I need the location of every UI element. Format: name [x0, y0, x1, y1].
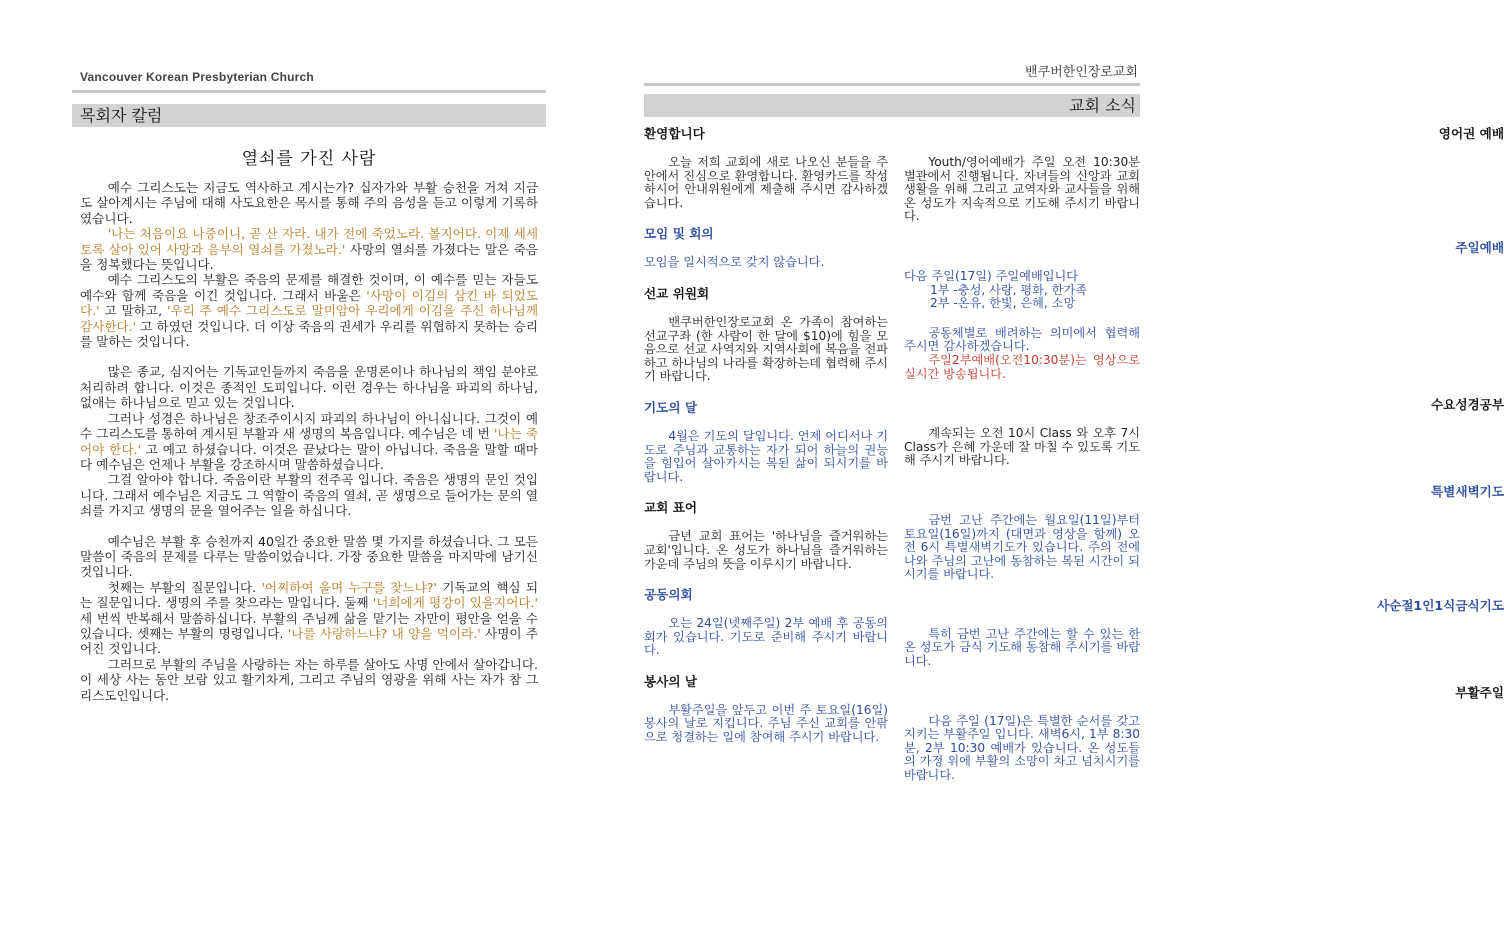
- section-header-pastor-column: 목회자 칼럼: [72, 104, 546, 127]
- scripture-quote: '나를 사랑하느냐? 내 양을 먹이라.': [287, 625, 481, 641]
- news-text-welcome: 오늘 저희 교회에 새로 나오신 분들을 주 안에서 진심으로 환영합니다. 환영카드를 작성하시어 안내위원에게 제출해 주시면 감사하겠습니다.: [644, 155, 888, 210]
- scripture-quote: '나는 처음이요 나중이니, 곧 산 자라. 내가 전에 죽었노라. 볼지어다. 이제 세세토록 살아 있어 사망과 음부의 열쇠를 가졌노라.': [80, 226, 538, 257]
- news-text-council: 오는 24일(넷째주일) 2부 예배 후 공동의회가 있습니다. 기도로 준비해 주시기 바랍니다.: [644, 616, 888, 658]
- news-text-lent-fasting: 특히 금번 고난 주간에는 할 수 있는 한 온 성도가 금식 기도해 동참해 주시기를 바랍니다.: [904, 626, 1140, 669]
- right-page: [600, 0, 1504, 927]
- article-title: 열쇠를 가진 사람: [241, 149, 377, 169]
- paragraph: [80, 364, 538, 410]
- paragraph-text: 그러나 성경은 하나님은 창조주이시지 파괴의 하나님이 아니십니다. 그것이 예수 그리스도를 통하여 계시된 부활과 새 생명의 복음입니다. 예수님은 네 번: [80, 410, 538, 442]
- section-header-church-news: 교회 소식: [644, 94, 1140, 117]
- news-heading-prayer-month: 기도의 달: [644, 399, 698, 415]
- news-text-meeting: 모임을 일시적으로 갖지 않습니다.: [644, 255, 825, 270]
- paragraph-text: 그러므로 부활의 주님을 사랑하는 자는 하루를 살아도 사명 안에서 살아갑니다. 이 세상 사는 동안 보람 있고 활기차게, 그리고 주님의 영광을 위해 사는 자가 참 그리스도인입니다.: [80, 656, 538, 703]
- news-heading-council: 공동의회: [644, 587, 693, 603]
- news-heading-dawn-prayer: 특별새벽기도: [1431, 483, 1504, 499]
- news-text-mission: 밴쿠버한인장로교회 온 가족이 참여하는 선교구좌 (한 사람이 한 달에 $10)에 힘을 모음으로 선교 사역지와 지역사회에 복음을 전파하고 하나님의 나라를 확장하는데 협력해 주시기 바랍니다.: [644, 314, 888, 384]
- news-heading-motto: 교회 표어: [644, 500, 698, 516]
- header-divider: [644, 83, 1140, 86]
- news-heading-service-day: 봉사의 날: [644, 673, 698, 689]
- scripture-quote: '우리 주 예수 그리스도로 말미암아 우리에게 이김을 주신 하나님께 감사한다.': [80, 303, 538, 334]
- sunday-schedule-line: 1부 -충성, 사랑, 평화, 한가족: [930, 282, 1088, 297]
- scripture-quote: '너희에게 평강이 있을지어다.': [372, 595, 539, 611]
- paragraph-text: 고 말하고,: [99, 303, 167, 319]
- news-heading-wednesday-bible: 수요성경공부: [1431, 397, 1504, 413]
- news-heading-mission: 선교 위원회: [644, 285, 710, 301]
- paragraph: [80, 180, 538, 226]
- sunday-schedule-line: 다음 주일(17일) 주일예배입니다: [904, 268, 1079, 283]
- paragraph-text: 기독교의 핵심 되는 질문입니다. 생명의 주를 찾으라는 말입니다. 둘째: [80, 579, 539, 611]
- paragraph: [80, 534, 538, 580]
- paragraph-text: 사망의 열쇠를 가졌다는 말은 죽음을 정복했다는 뜻입니다.: [80, 241, 538, 273]
- news-heading-meeting: 모임 및 회의: [644, 226, 714, 242]
- paragraph: [80, 472, 538, 518]
- scripture-quote: '어찌하여 울며 누구를 찾느냐?': [261, 579, 437, 595]
- article-body: [80, 180, 538, 703]
- church-name-english: Vancouver Korean Presbyterian Church: [80, 70, 314, 84]
- news-text-dawn-prayer: 금번 고난 주간에는 월요일(11일)부터 토요일(16일)까지 (대면과 영상을 함께) 오전 6시 특별새벽기도가 있습니다. 주의 전에 나와 주님의 고난에 동참하는 복된 시간이 되시기를 바랍니다.: [904, 512, 1140, 582]
- news-text-prayer-month: 4월은 기도의 달입니다. 언제 어디서나 기도로 주님과 교통하는 자가 되어 하늘의 권능을 힘입어 살아가시는 복된 삶이 되시기를 바랍니다.: [644, 428, 888, 484]
- left-page: [0, 0, 600, 927]
- news-heading-sunday-service: 주일예배: [1455, 239, 1504, 255]
- church-name-korean: 밴쿠버한인장로교회: [1024, 65, 1138, 80]
- paragraph: [80, 657, 538, 703]
- header-divider: [72, 90, 546, 93]
- paragraph: [80, 272, 538, 349]
- paragraph-text: 세 번씩 반복해서 말씀하십니다. 부활의 주님께 삶을 맡기는 자만이 평안을 얻을 수 있습니다. 셋째는 부활의 명령입니다.: [80, 610, 538, 641]
- news-text-easter-sunday: 다음 주일 (17일)은 특별한 순서를 갖고 지키는 부활주일 입니다. 새벽6시, 1부 8:30분, 2부 10:30 예배가 있습니다. 온 성도들의 가정 위에 부활의 소망이 차고 넘치시기를 바랍니다.: [904, 713, 1140, 783]
- news-text-wednesday-bible: 계속되는 오전 10시 Class 와 오후 7시 Class가 은혜 가운데 잘 마칠 수 있도록 기도해 주시기 바랍니다.: [904, 426, 1140, 468]
- news-heading-easter-sunday: 부활주일: [1455, 684, 1504, 700]
- news-column-left: [644, 126, 888, 761]
- paragraph: [80, 226, 538, 272]
- paragraph-text: 예수님은 부활 후 승천까지 40일간 중요한 말씀 몇 가지를 하셨습니다. 그 모든 말씀이 죽음의 문제를 다루는 말씀이었습니다. 가장 중요한 말씀을 마지막에 남기신 것입니다.: [80, 533, 538, 580]
- news-sunday-schedule: [904, 270, 1140, 311]
- paragraph: [80, 580, 538, 657]
- paragraph-text: 첫째는 부활의 질문입니다.: [107, 579, 262, 595]
- paragraph-text: 고 예고 하셨습니다. 이것은 끝났다는 말이 아닙니다. 죽음을 말할 때마다 예수님은 언제나 부활을 강조하시며 말씀하셨습니다.: [80, 441, 538, 472]
- paragraph-text: 그걸 알아야 합니다. 죽음이란 부활의 전주곡 입니다. 죽음은 생명의 문인 것입니다. 그래서 예수님은 지금도 그 역할이 죽음의 열쇠, 곧 생명으로 들어가는 문의 열쇠를 가지고 생명의 문을 열어주는 일을 하십니다.: [80, 472, 538, 519]
- paragraph-text: 많은 종교, 심지어는 기독교인들까지 죽음을 운명론이나 하나님의 책임 분야로 처리하려 합니다. 이것은 종적인 도피입니다. 이런 경우는 하나님을 파괴의 하나님, 없애는 하나님으로 믿고 있는 것입니다.: [80, 364, 538, 411]
- news-text-motto: 금년 교회 표어는 '하나님을 즐거워하는 교회'입니다. 온 성도가 하나님을 즐거워하는 가운데 주님의 뜻을 이루시기 바랍니다.: [644, 529, 888, 571]
- paragraph-text: 고 하였던 것입니다. 더 이상 죽음의 권세가 우리를 위협하지 못하는 승리를 말하는 것입니다.: [80, 318, 538, 350]
- paragraph: [80, 411, 538, 473]
- scripture-quote: '사망이 이김의 삼킨 바 되었도다.': [80, 287, 538, 319]
- news-text-service-day: 부활주일을 앞두고 이번 주 토요일(16일) 봉사의 날로 지킵니다. 주님 주신 교회를 안팎으로 청결하는 일에 참여해 주시기 바랍니다.: [644, 702, 888, 745]
- sunday-live-broadcast: 주일2부예배(오전10:30분)는 영상으로 실시간 방송됩니다.: [904, 352, 1140, 381]
- scripture-quote: '나는 죽어야 한다.': [80, 426, 538, 457]
- news-heading-lent-fasting: 사순절1인1식금식기도: [1376, 597, 1504, 613]
- paragraph-text: 예수 그리스도의 부활은 죽음의 문제를 해결한 것이며, 이 예수를 믿는 자들도 예수와 함께 죽음을 이긴 것입니다. 그래서 바울은: [80, 272, 538, 303]
- news-heading-welcome: 환영합니다: [644, 126, 705, 141]
- paragraph-text: 사명이 주어진 것입니다.: [80, 625, 538, 657]
- sunday-schedule-line: 2부 -온유, 한빛, 은혜, 소망: [930, 296, 1076, 311]
- news-text-english-service: Youth/영어예배가 주일 오전 10:30분 별관에서 진행됩니다. 자녀들의 신앙과 교회생활을 위해 그리고 교역자와 교사들을 위해 온 성도가 지속적으로 기도해 주시기 바랍니다.: [904, 155, 1140, 224]
- paragraph-text: 예수 그리스도는 지금도 역사하고 계시는가? 십자가와 부활 승천을 거쳐 지금도 살아계시는 주님에 대해 사도요한은 목시를 통해 주의 음성을 듣고 이렇게 기록하였습니다.: [80, 180, 538, 226]
- news-text-sunday-note: [904, 327, 1140, 381]
- sunday-note-line: 공동체별로 배려하는 의미에서 협력해 주시면 감사하겠습니다.: [904, 325, 1140, 354]
- news-heading-english-service: 영어권 예배: [1438, 126, 1504, 141]
- news-column-right: [904, 126, 1504, 799]
